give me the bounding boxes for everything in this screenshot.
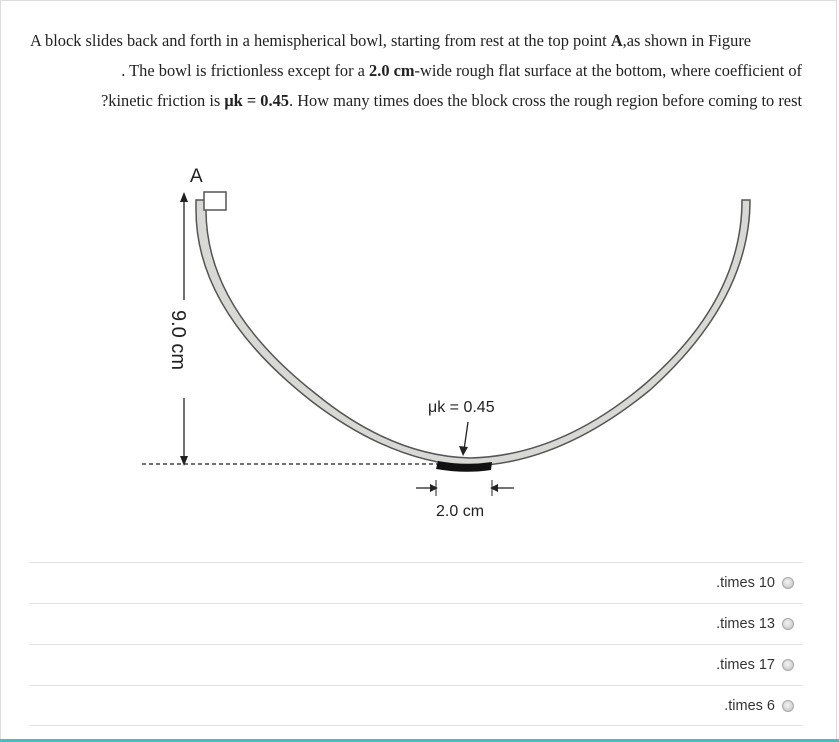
option-label: .times 10 bbox=[716, 575, 775, 591]
radio-button[interactable] bbox=[782, 659, 794, 671]
question-bold-width: 2.0 cm bbox=[369, 61, 415, 80]
answer-options bbox=[30, 562, 802, 726]
mu-label: μk = 0.45 bbox=[428, 399, 495, 416]
width-label: 2.0 cm bbox=[436, 503, 485, 520]
question-text-part: ,as shown in Figure bbox=[622, 31, 752, 50]
option-label: .times 13 bbox=[716, 616, 775, 632]
hemispherical-bowl bbox=[196, 200, 750, 466]
option-row[interactable] bbox=[30, 644, 802, 685]
question-text-part: -wide rough flat surface at the bottom, where coefficient of bbox=[414, 61, 802, 80]
question-line-3 bbox=[24, 86, 802, 116]
mu-arrow bbox=[464, 422, 468, 450]
option-label: .times 6 bbox=[724, 697, 775, 714]
option-row[interactable] bbox=[30, 603, 802, 644]
question-bold-point: A bbox=[610, 31, 623, 50]
question-text-part: . The bowl is frictionless except for a bbox=[121, 61, 370, 80]
radio-button[interactable] bbox=[782, 618, 794, 630]
radio-button[interactable] bbox=[782, 577, 794, 589]
option-row[interactable] bbox=[30, 562, 802, 603]
mu-arrowhead-icon bbox=[459, 446, 468, 456]
width-arrowhead-left-icon bbox=[490, 484, 498, 492]
height-label: 9.0 cm bbox=[167, 310, 189, 371]
block bbox=[204, 192, 226, 210]
question-bold-mu: μk = 0.45 bbox=[224, 91, 289, 110]
question-line-1 bbox=[24, 26, 802, 56]
option-row[interactable] bbox=[30, 685, 802, 726]
question-text-part: A block slides back and forth in a hemispherical bowl, starting from rest at the top point bbox=[30, 31, 611, 50]
radio-button[interactable] bbox=[782, 700, 794, 712]
width-arrowhead-right-icon bbox=[430, 484, 438, 492]
option-label: .times 17 bbox=[716, 657, 775, 673]
question-line-2 bbox=[24, 56, 802, 86]
question-text-part: . How many times does the block cross the rough region before coming to rest bbox=[289, 91, 802, 110]
question-text-part: ?kinetic friction is bbox=[101, 91, 225, 110]
question-text bbox=[24, 26, 802, 116]
bowl-figure bbox=[130, 150, 770, 530]
height-arrowhead-up-icon bbox=[180, 192, 188, 202]
point-a-label: A bbox=[190, 166, 203, 187]
